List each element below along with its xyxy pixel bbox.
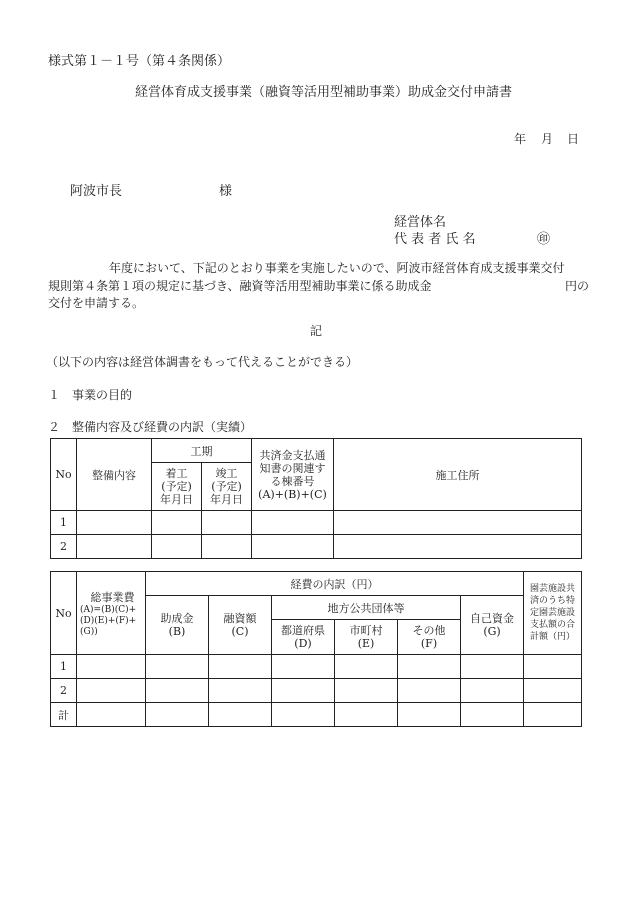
input-cell[interactable] (252, 535, 334, 559)
body-line-1: 年度において、下記のとおり事業を実施したいので、阿波市経営体育成支援事業交付 (109, 261, 565, 275)
table-row (51, 535, 582, 559)
representative-label: 代 表 者 氏 名 (394, 232, 476, 247)
col-header-address: 施工住所 (334, 439, 582, 511)
input-cell[interactable] (461, 655, 524, 679)
col-header-loan: 融資額 (C) (209, 596, 272, 655)
input-cell[interactable] (524, 703, 582, 727)
input-cell[interactable] (524, 679, 582, 703)
col-header-period: 工期 (152, 439, 252, 463)
seal-mark: ㊞ (537, 232, 551, 247)
row-number: 1 (51, 511, 77, 535)
input-cell[interactable] (77, 535, 152, 559)
input-cell[interactable] (524, 655, 582, 679)
col-header-municipality: 市町村 (E) (335, 620, 398, 655)
input-cell[interactable] (334, 511, 582, 535)
section-1-heading: １ 事業の目的 (48, 388, 133, 402)
input-cell[interactable] (202, 535, 252, 559)
col-header-mutual-aid: 共済金支払通 知書の関連す る棟番号 (A)+(B)+(C) (252, 439, 334, 511)
col-header-content: 整備内容 (77, 439, 152, 511)
col-header-end: 竣工 (予定) 年月日 (202, 463, 252, 511)
input-cell[interactable] (252, 511, 334, 535)
input-cell[interactable] (209, 655, 272, 679)
col-header-local-gov: 地方公共団体等 (272, 596, 461, 620)
section-2-heading: ２ 整備内容及び経費の内訳（実績） (48, 420, 253, 434)
input-cell[interactable] (77, 703, 146, 727)
body-line-2-yen: 円の (565, 279, 590, 293)
body-line-2: 規則第４条第１項の規定に基づき、融資等活用型補助事業に係る助成金 (48, 279, 432, 293)
input-cell[interactable] (335, 655, 398, 679)
entity-name-label: 経営体名 (394, 215, 447, 230)
input-cell[interactable] (152, 535, 202, 559)
input-cell[interactable] (146, 655, 209, 679)
input-cell[interactable] (461, 679, 524, 703)
input-cell[interactable] (272, 679, 335, 703)
expense-breakdown-table (50, 571, 582, 727)
ki-heading: 記 (310, 324, 323, 338)
input-cell[interactable] (335, 679, 398, 703)
input-cell[interactable] (77, 511, 152, 535)
col-header-total: 総事業費 (A)=(B)(C)+ (D)(E)+(F)+ (G)) (77, 572, 146, 655)
col-header-self-fund: 自己資金 (G) (461, 596, 524, 655)
table-row (51, 679, 582, 703)
col-header-no: No (51, 572, 77, 655)
date-month: 月 (541, 132, 554, 146)
substitution-note: （以下の内容は経営体調書をもって代えることができる） (46, 355, 359, 369)
input-cell[interactable] (146, 703, 209, 727)
total-row-label: 計 (51, 703, 77, 727)
col-header-start: 着工 (予定) 年月日 (152, 463, 202, 511)
body-line-3: 交付を申請する。 (48, 296, 145, 310)
work-content-table (50, 438, 582, 559)
addressee-name: 阿波市長 (70, 184, 123, 199)
col-header-prefecture: 都道府県 (D) (272, 620, 335, 655)
col-header-no: No (51, 439, 77, 511)
input-cell[interactable] (202, 511, 252, 535)
form-number-label: 様式第１－１号（第４条関係） (48, 54, 231, 69)
input-cell[interactable] (209, 679, 272, 703)
document-title: 経営体育成支援事業（融資等活用型補助事業）助成金交付申請書 (135, 85, 513, 100)
date-day: 日 (567, 132, 580, 146)
input-cell[interactable] (398, 679, 461, 703)
input-cell[interactable] (272, 655, 335, 679)
table-row (51, 655, 582, 679)
input-cell[interactable] (152, 511, 202, 535)
input-cell[interactable] (209, 703, 272, 727)
input-cell[interactable] (461, 703, 524, 727)
col-header-breakdown: 経費の内訳（円） (146, 572, 524, 596)
col-header-other: その他 (F) (398, 620, 461, 655)
table-row-total (51, 703, 582, 727)
col-header-horticulture: 園芸施設共 済のうち特 定園芸施設 支払額の合 計額（円） (524, 572, 582, 655)
input-cell[interactable] (398, 703, 461, 727)
input-cell[interactable] (77, 679, 146, 703)
input-cell[interactable] (335, 703, 398, 727)
addressee-honorific: 様 (219, 184, 233, 199)
row-number: 2 (51, 679, 77, 703)
input-cell[interactable] (77, 655, 146, 679)
table-row (51, 511, 582, 535)
row-number: 2 (51, 535, 77, 559)
input-cell[interactable] (334, 535, 582, 559)
date-year: 年 (514, 132, 527, 146)
input-cell[interactable] (398, 655, 461, 679)
input-cell[interactable] (146, 679, 209, 703)
col-header-grant: 助成金 (B) (146, 596, 209, 655)
row-number: 1 (51, 655, 77, 679)
input-cell[interactable] (272, 703, 335, 727)
